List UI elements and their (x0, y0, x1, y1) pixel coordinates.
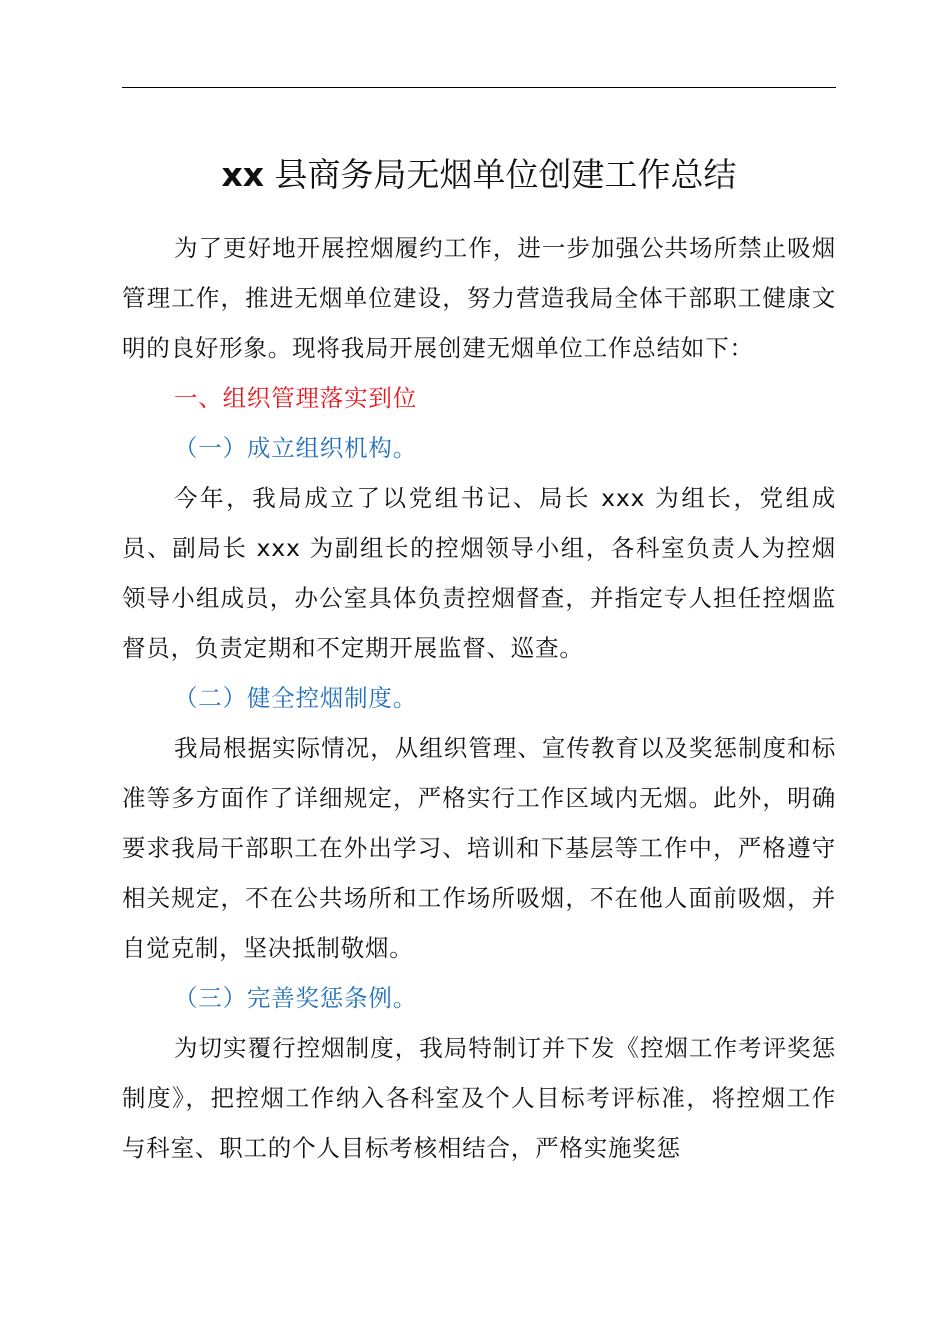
subsection-heading-1: （一）成立组织机构。 (174, 434, 417, 462)
subsection-body-2: 我局根据实际情况，从组织管理、宣传教育以及奖惩制度和标准等多方面作了详细规定，严格实行工作区域内无烟。此外，明确要求我局干部职工在外出学习、培训和下基层等工作中，严格遵守相关规定，不在公共场所和工作场所吸烟，不在他人面前吸烟，并自觉克制，坚决抵制敬烟。 (122, 734, 836, 962)
header-rule (122, 87, 836, 88)
document-title (122, 150, 836, 200)
subsection-body-1: 今年，我局成立了以党组书记、局长 xxx 为组长，党组成员、副局长 xxx 为副组长的控烟领导小组，各科室负责人为控烟领导小组成员，办公室具体负责控烟督查，并指定专人担任控烟监督员，负责定期和不定期开展监督、巡查。 (122, 484, 836, 662)
subsection-heading-2: （二）健全控烟制度。 (174, 684, 417, 712)
title-main: 县商务局无烟单位创建工作总结 (264, 155, 737, 194)
document-body (122, 223, 836, 1173)
title-prefix: xx (221, 155, 265, 194)
section-heading-1: 一、组织管理落实到位 (174, 384, 417, 412)
intro-paragraph: 为了更好地开展控烟履约工作，进一步加强公共场所禁止吸烟管理工作，推进无烟单位建设，努力营造我局全体干部职工健康文明的良好形象。现将我局开展创建无烟单位工作总结如下： (122, 234, 836, 362)
subsection-heading-3: （三）完善奖惩条例。 (174, 984, 417, 1012)
subsection-body-3: 为切实覆行控烟制度，我局特制订并下发《控烟工作考评奖惩制度》，把控烟工作纳入各科室及个人目标考评标准，将控烟工作与科室、职工的个人目标考核相结合，严格实施奖惩 (122, 1034, 836, 1162)
